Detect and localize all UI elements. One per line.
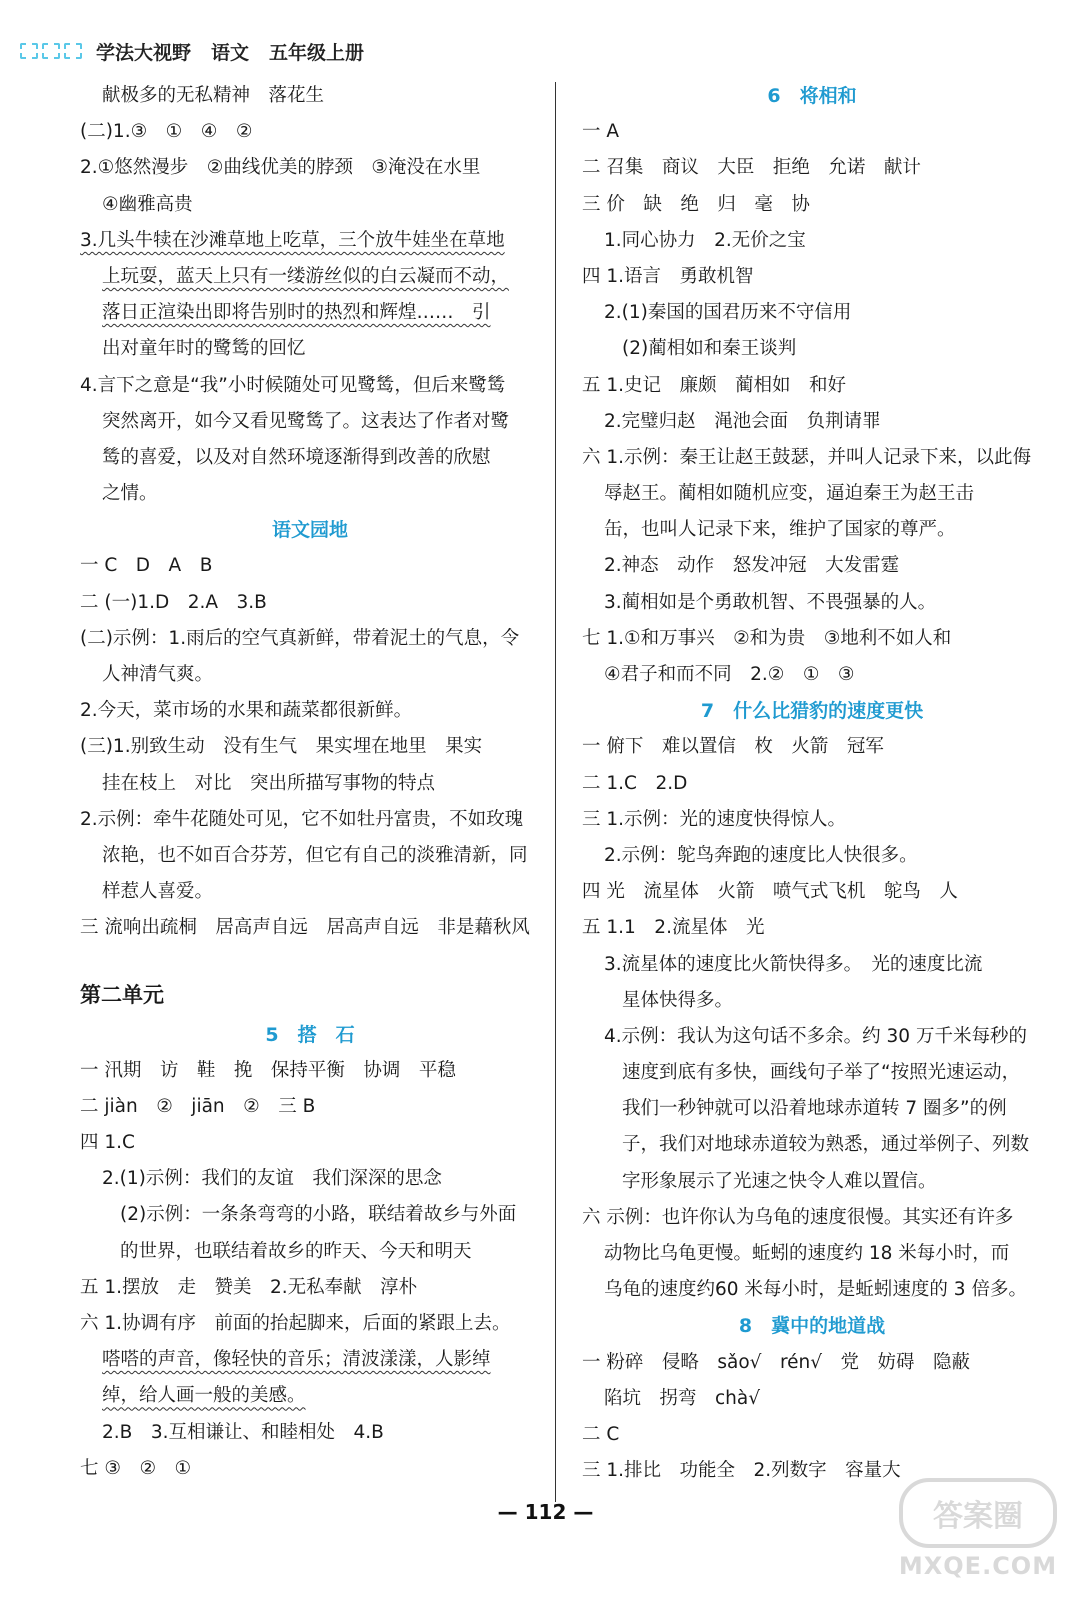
answer-line [582, 368, 1042, 404]
line-text: 四 光 流星体 火箭 喷气式飞机 鸵鸟 人 [582, 881, 958, 903]
line-text: 语文园地 [271, 519, 348, 542]
line-text: 2.(1)秦国的国君历来不守信用 [604, 302, 852, 324]
answer-line [582, 1127, 1042, 1163]
left-answer-column [80, 78, 540, 1487]
answer-line [582, 1345, 1042, 1381]
line-text: 献极多的无私精神 落花生 [102, 85, 325, 106]
line-text: 1.同心协力 2.无价之宝 [604, 229, 806, 251]
answer-line [582, 947, 1042, 983]
watermark-logo [893, 1478, 1063, 1588]
answer-line [80, 1451, 540, 1487]
line-text: (2)示例：一条条弯弯的小路，联结着故乡与外面 [120, 1204, 517, 1226]
line-text: 第二单元 [80, 982, 164, 1007]
answer-line [582, 983, 1042, 1019]
answer-line [80, 548, 540, 584]
answer-line [80, 223, 540, 259]
line-text: 6 将相和 [767, 85, 857, 107]
line-text: 七 ③ ② ① [80, 1457, 192, 1479]
line-text: 上玩耍，蓝天上只有一缕游丝似的白云凝而不动， [102, 265, 510, 287]
line-text: 缶，也叫人记录下来，维护了国家的尊严。 [604, 519, 956, 541]
subject-label: 语文 [211, 41, 250, 64]
answer-line [582, 187, 1042, 223]
answer-line [80, 1234, 540, 1270]
answer-line [582, 1164, 1042, 1200]
line-text: 2.B 3.互相谦让、和睦相处 4.B [102, 1421, 384, 1443]
line-text: 辱赵王。蔺相如随机应变，逼迫秦王为赵王击 [604, 483, 975, 505]
line-text: 浓艳，也不如百合芬芳，但它有自己的淡雅清新，同 [102, 844, 528, 866]
answer-line [80, 766, 540, 802]
answer-line [80, 331, 540, 367]
answer-line [80, 114, 540, 150]
line-text: 一 A [582, 121, 620, 143]
line-text: 字形象展示了光速之快令人难以置信。 [622, 1170, 937, 1192]
answer-line [80, 1270, 540, 1306]
answer-line [582, 223, 1042, 259]
line-text: ④君子和而不同 2.② ① ③ [604, 664, 855, 685]
line-text: 星体快得多。 [622, 989, 734, 1011]
line-text: 陷坑 拐弯 chà√ [604, 1387, 761, 1409]
line-text: 子，我们对地球赤道较为熟悉，通过举例子、列数 [622, 1134, 1030, 1156]
answer-line [80, 621, 540, 657]
answer-line [80, 476, 540, 512]
line-text: 一 C D A B [80, 555, 213, 577]
answer-line [80, 910, 540, 946]
answer-line [582, 1019, 1042, 1055]
answer-line [80, 838, 540, 874]
line-text: 2.今天，菜市场的水果和蔬菜都很新鲜。 [80, 700, 413, 722]
answer-line [582, 1381, 1042, 1417]
line-text: 出对童年时的鹭鸶的回忆 [102, 338, 306, 360]
answer-line [582, 585, 1042, 621]
lesson-title [582, 78, 1042, 114]
line-text: 七 1.①和万事兴 ②和为贵 ③地利不如人和 [582, 627, 952, 649]
line-text: 3.几头牛犊在沙滩草地上吃草，三个放牛娃坐在草地 [80, 229, 505, 251]
line-text: 三 价 缺 绝 归 毫 协 [582, 193, 810, 215]
line-text: 二 jiàn ② jiān ② 三 B [80, 1095, 316, 1117]
line-text: 四 1.语言 勇敢机智 [582, 265, 754, 287]
line-text: 之情。 [102, 483, 158, 505]
line-text: 挂在枝上 对比 突出所描写事物的特点 [102, 772, 436, 794]
line-text: 2.完璧归赵 渑池会面 负荆请罪 [604, 410, 881, 432]
line-text: 一 汛期 访 鞋 挽 保持平衡 协调 平稳 [80, 1059, 456, 1081]
line-text: 五 1.1 2.流星体 光 [582, 917, 765, 939]
answer-line [582, 1055, 1042, 1091]
line-text: 乌龟的速度约60 米每小时，是蚯蚓速度的 3 倍多。 [604, 1279, 1027, 1301]
line-text: 3.流星体的速度比火箭快得多。 光的速度比流 [604, 953, 983, 975]
answer-line [80, 1161, 540, 1197]
answer-line [582, 1417, 1042, 1453]
answer-line [80, 585, 540, 621]
answer-line [582, 404, 1042, 440]
answer-line [582, 1272, 1042, 1308]
line-text: 鸶的喜爱，以及对自然环境逐渐得到改善的欣慰 [102, 446, 491, 468]
line-text: 六 示例：也许你认为乌龟的速度很慢。其实还有许多 [582, 1206, 1014, 1228]
lesson-title [582, 1308, 1042, 1344]
line-text: 绰，给人画一般的美感。 [102, 1385, 306, 1407]
line-text: ④幽雅高贵 [102, 193, 193, 215]
answer-line [582, 621, 1042, 657]
line-text: 五 1.摆放 走 赞美 2.无私奉献 淳朴 [80, 1276, 418, 1298]
answer-line [80, 368, 540, 404]
answer-line [582, 548, 1042, 584]
line-text: 2.神态 动作 怒发冲冠 大发雷霆 [604, 555, 900, 577]
answer-line [80, 440, 540, 476]
line-text: 动物比乌龟更慢。蚯蚓的速度约 18 米每小时，而 [604, 1243, 1010, 1264]
line-text: 2.示例：牵牛花随处可见，它不如牡丹富贵，不如玫瑰 [80, 808, 524, 830]
watermark-badge: 答案圈 [899, 1478, 1057, 1548]
header-decoration-icon [20, 43, 82, 59]
answer-line [582, 476, 1042, 512]
line-text: 五 1.史记 廉颇 蔺相如 和好 [582, 374, 847, 396]
answer-line [582, 1091, 1042, 1127]
answer-line [582, 802, 1042, 838]
line-text: 2.示例：鸵鸟奔跑的速度比人快很多。 [604, 844, 918, 866]
answer-line [582, 295, 1042, 331]
line-text: 7 什么比猎豹的速度更快 [700, 700, 924, 723]
answer-line [582, 114, 1042, 150]
answer-line [582, 440, 1042, 476]
answer-line [582, 1236, 1042, 1272]
line-text: 一 粉碎 侵略 sǎo√ rén√ 党 妨碍 隐蔽 [582, 1351, 971, 1373]
lesson-title [582, 693, 1042, 729]
answer-line [80, 1053, 540, 1089]
answer-line [80, 187, 540, 223]
answer-line [582, 874, 1042, 910]
line-text: 二 1.C 2.D [582, 772, 688, 794]
line-text: 的世界，也联结着故乡的昨天、今天和明天 [120, 1240, 472, 1262]
page-header [20, 36, 370, 66]
line-text: (三)1.别致生动 没有生气 果实埋在地里 果实 [80, 736, 483, 758]
answer-line [582, 657, 1042, 693]
line-text: 三 流响出疏桐 居高声自远 居高声自远 非是藉秋风 [80, 917, 530, 939]
line-text: 样惹人喜爱。 [102, 881, 214, 903]
answer-line [80, 802, 540, 838]
answer-line [80, 1197, 540, 1233]
answer-line [80, 693, 540, 729]
line-text: 3.蔺相如是个勇敢机智、不畏强暴的人。 [604, 591, 937, 613]
answer-line [582, 910, 1042, 946]
line-text: 突然离开，如今又看见鹭鸶了。这表达了作者对鹭 [102, 410, 510, 432]
line-text: 速度到底有多快，画线句子举了“按照光速运动， [622, 1062, 1021, 1084]
answer-line [582, 150, 1042, 186]
answer-line [582, 259, 1042, 295]
lesson-title [80, 1017, 540, 1053]
line-text: 我们一秒钟就可以沿着地球赤道转 7 圈多”的例 [622, 1098, 1007, 1120]
answer-line [80, 1378, 540, 1414]
line-text: 8 冀中的地道战 [738, 1315, 886, 1338]
answer-line [582, 838, 1042, 874]
answer-line [80, 657, 540, 693]
column-divider [555, 82, 556, 1502]
answer-line [582, 729, 1042, 765]
line-text: 二 (一)1.D 2.A 3.B [80, 591, 267, 613]
line-text: 六 1.示例：秦王让赵王鼓瑟，并叫人记录下来，以此侮 [582, 446, 1032, 468]
line-text: (二)示例：1.雨后的空气真新鲜，带着泥土的气息，令 [80, 627, 520, 649]
watermark-url: MXQE.COM [898, 1552, 1058, 1580]
answer-line [80, 1125, 540, 1161]
page-number: — 112 — [497, 1500, 594, 1524]
answer-line [80, 259, 540, 295]
line-text: (二)1.③ ① ④ ② [80, 121, 253, 143]
answer-line [582, 766, 1042, 802]
line-text: 一 俯下 难以置信 枚 火箭 冠军 [582, 736, 884, 758]
line-text: 4.示例：我认为这句话不多余。约 30 万千米每秒的 [604, 1025, 1027, 1047]
line-text: 二 C [582, 1423, 620, 1445]
line-text: (2)蔺相如和秦王谈判 [622, 338, 797, 360]
grade-label: 五年级上册 [269, 41, 365, 64]
answer-line [80, 295, 540, 331]
answer-line [80, 1342, 540, 1378]
lesson-title [80, 512, 540, 548]
line-text: 2.(1)示例：我们的友谊 我们深深的思念 [102, 1168, 442, 1190]
right-answer-column [582, 78, 1042, 1489]
answer-line [582, 512, 1042, 548]
answer-line [80, 1415, 540, 1451]
book-series-title: 学法大视野 [96, 41, 192, 64]
line-text: 落日正渲染出即将告别时的热烈和辉煌…… 引 [102, 302, 491, 324]
line-text: 三 1.示例：光的速度快得惊人。 [582, 808, 847, 830]
answer-line [80, 729, 540, 765]
answer-line [582, 1200, 1042, 1236]
line-text: 嗒嗒的声音，像轻快的音乐；清波漾漾，人影绰 [102, 1349, 491, 1371]
answer-line [80, 404, 540, 440]
line-text: 人神清气爽。 [102, 664, 214, 685]
answer-line [80, 78, 540, 114]
line-text: 5 搭 石 [265, 1023, 355, 1046]
line-text: 三 1.排比 功能全 2.列数字 容量大 [582, 1460, 901, 1482]
answer-line [80, 150, 540, 186]
line-text: 四 1.C [80, 1132, 135, 1154]
line-text: 4.言下之意是“我”小时候随处可见鹭鸶，但后来鹭鸶 [80, 374, 506, 396]
unit-title [80, 947, 540, 1017]
answer-line [80, 874, 540, 910]
line-text: 2.①悠然漫步 ②曲线优美的脖颈 ③淹没在水里 [80, 157, 481, 179]
answer-line [582, 331, 1042, 367]
answer-line [80, 1306, 540, 1342]
line-text: 六 1.协调有序 前面的抬起脚来，后面的紧跟上去。 [80, 1313, 511, 1334]
answer-line [80, 1089, 540, 1125]
line-text: 二 召集 商议 大臣 拒绝 允诺 献计 [582, 157, 921, 179]
